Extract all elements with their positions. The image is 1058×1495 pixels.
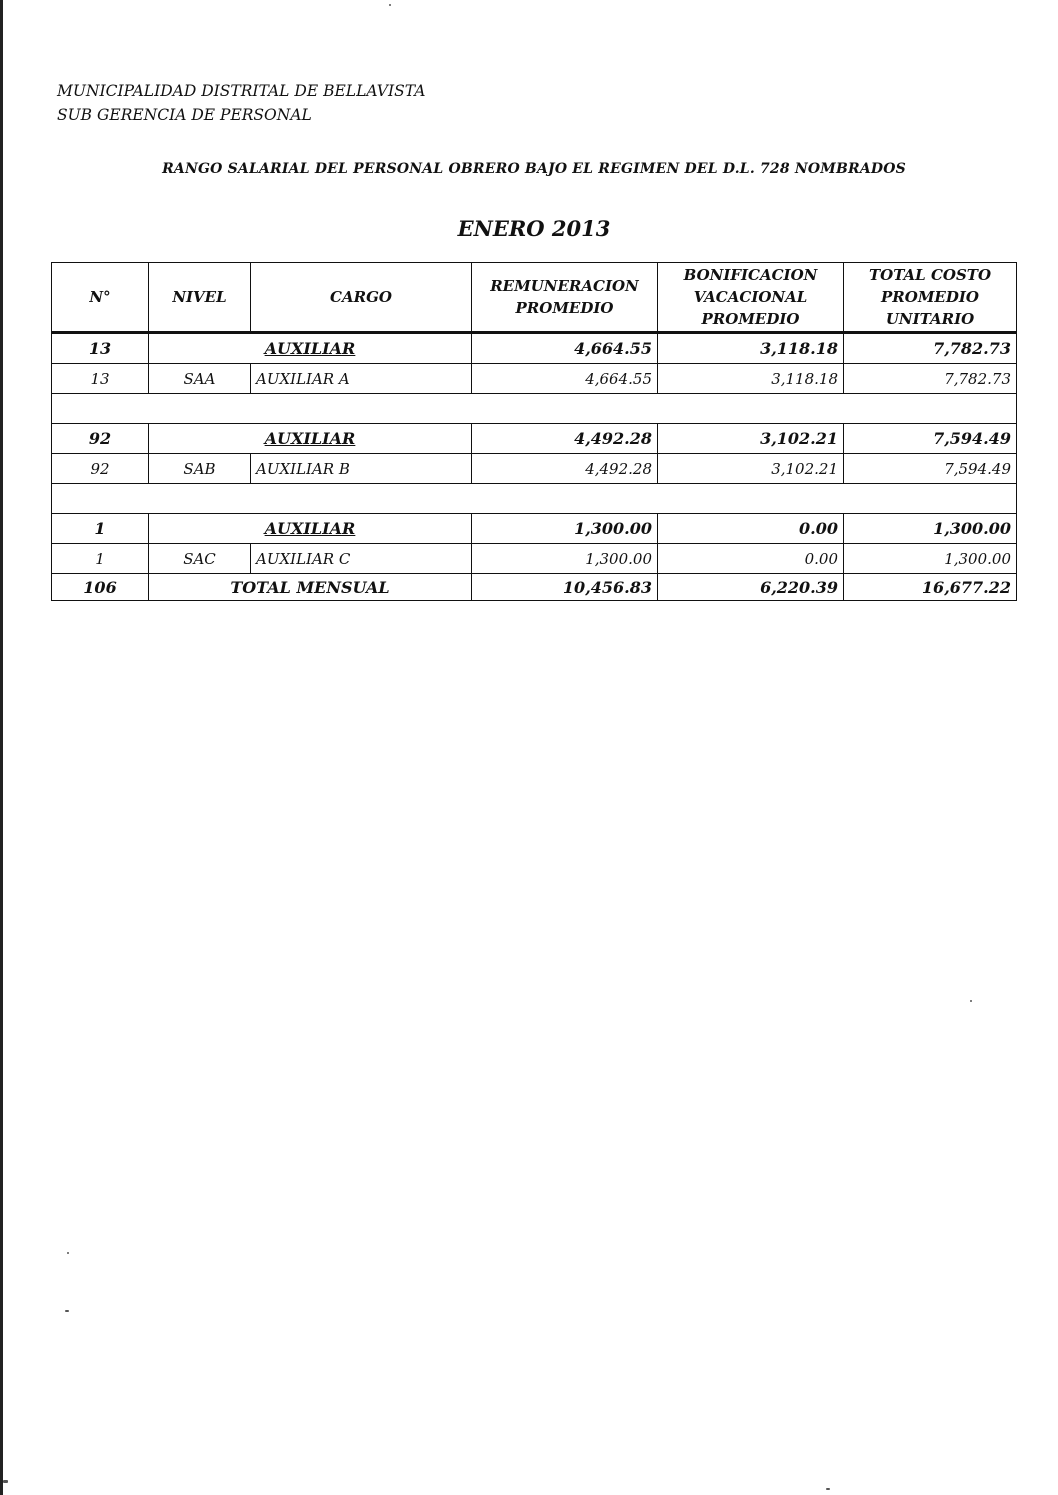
cell-cargo: AUXILIAR B	[251, 454, 472, 484]
cell-n: 106	[52, 574, 149, 601]
cell-bonificacion: 6,220.39	[658, 574, 844, 601]
cell-n: 92	[52, 424, 149, 454]
cell-remuneracion: 1,300.00	[472, 514, 658, 544]
department-name: SUB GERENCIA DE PERSONAL	[57, 106, 312, 124]
cell-total-label: TOTAL MENSUAL	[149, 574, 472, 601]
cell-bonificacion: 3,102.21	[658, 454, 844, 484]
cell-nivel: SAB	[149, 454, 251, 484]
cell-remuneracion: 4,664.55	[472, 333, 658, 364]
col-header-n: N°	[52, 263, 149, 333]
cell-remuneracion: 4,492.28	[472, 454, 658, 484]
cell-bonificacion: 0.00	[658, 544, 844, 574]
cell-remuneracion: 4,492.28	[472, 424, 658, 454]
table-row-spacer	[52, 484, 1017, 514]
cell-bonificacion: 0.00	[658, 514, 844, 544]
cell-cargo: AUXILIAR	[149, 424, 472, 454]
cell-nivel: SAC	[149, 544, 251, 574]
organization-name: MUNICIPALIDAD DISTRITAL DE BELLAVISTA	[57, 82, 426, 100]
cell-n: 13	[52, 364, 149, 394]
cell-n: 1	[52, 544, 149, 574]
table-row-spacer	[52, 394, 1017, 424]
scan-speck	[970, 1000, 972, 1002]
cell-bonificacion: 3,118.18	[658, 364, 844, 394]
table-header-row	[52, 263, 1017, 333]
cell-n: 92	[52, 454, 149, 484]
cell-remuneracion: 1,300.00	[472, 544, 658, 574]
table-row-item	[52, 454, 1017, 484]
scan-speck	[826, 1488, 830, 1490]
scan-speck	[389, 4, 391, 6]
cell-total: 7,594.49	[844, 454, 1017, 484]
cell-total: 1,300.00	[844, 544, 1017, 574]
table-row-group-summary	[52, 333, 1017, 364]
cell-remuneracion: 10,456.83	[472, 574, 658, 601]
scan-speck	[67, 1252, 69, 1254]
cell-total: 16,677.22	[844, 574, 1017, 601]
cell-cargo: AUXILIAR C	[251, 544, 472, 574]
cell-total: 7,782.73	[844, 333, 1017, 364]
scan-speck	[65, 1310, 69, 1312]
cell-n: 1	[52, 514, 149, 544]
table-row-item	[52, 544, 1017, 574]
col-header-total: TOTAL COSTO PROMEDIO UNITARIO	[844, 263, 1017, 333]
cell-bonificacion: 3,102.21	[658, 424, 844, 454]
document-title: RANGO SALARIAL DEL PERSONAL OBRERO BAJO EL REGIMEN DEL D.L. 728 NOMBRADOS	[162, 161, 906, 177]
salary-table	[51, 262, 1017, 601]
cell-total: 7,594.49	[844, 424, 1017, 454]
col-header-remuneracion: REMUNERACION PROMEDIO	[472, 263, 658, 333]
cell-n: 13	[52, 333, 149, 364]
cell-cargo: AUXILIAR A	[251, 364, 472, 394]
period-title: ENERO 2013	[457, 216, 611, 241]
cell-total: 7,782.73	[844, 364, 1017, 394]
table-row-group-summary	[52, 424, 1017, 454]
table-row-group-summary	[52, 514, 1017, 544]
col-header-cargo: CARGO	[251, 263, 472, 333]
cell-nivel: SAA	[149, 364, 251, 394]
organization-header	[57, 79, 425, 127]
col-header-nivel: NIVEL	[149, 263, 251, 333]
cell-bonificacion: 3,118.18	[658, 333, 844, 364]
cell-remuneracion: 4,664.55	[472, 364, 658, 394]
cell-total: 1,300.00	[844, 514, 1017, 544]
table-row-total	[52, 574, 1017, 601]
col-header-bonificacion: BONIFICACION VACACIONAL PROMEDIO	[658, 263, 844, 333]
scan-speck	[3, 1480, 8, 1483]
table-row-item	[52, 364, 1017, 394]
cell-cargo: AUXILIAR	[149, 514, 472, 544]
cell-cargo: AUXILIAR	[149, 333, 472, 364]
